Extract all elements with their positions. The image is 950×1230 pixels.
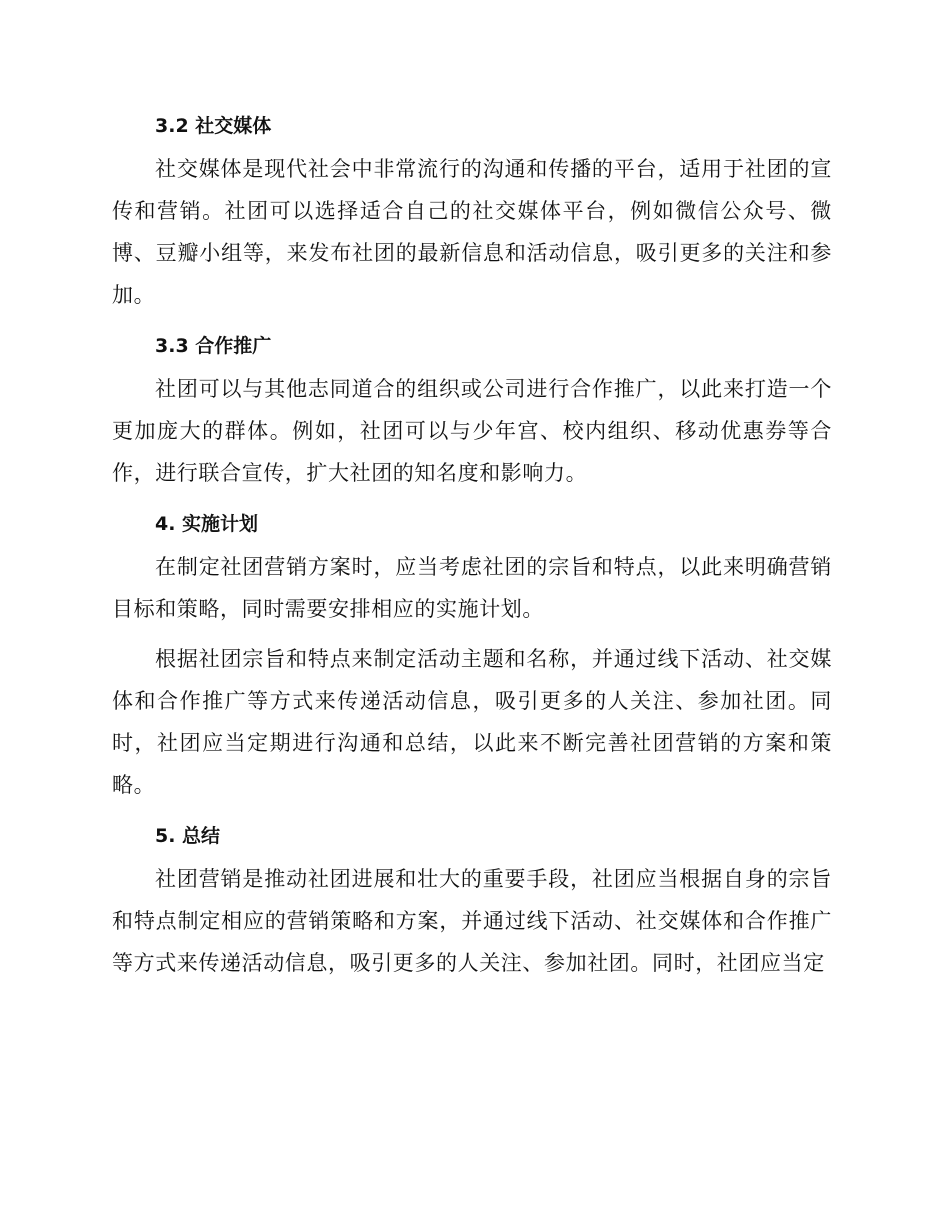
section-summary — [112, 814, 832, 984]
section-social-media — [112, 104, 832, 316]
paragraph: 社交媒体是现代社会中非常流行的沟通和传播的平台，适用于社团的宣传和营销。社团可以选择适合自己的社交媒体平台，例如微信公众号、微博、豆瓣小组等，来发布社团的最新信息和活动信息，吸引更多的关注和参加。 — [112, 157, 832, 307]
section-cooperation — [112, 324, 832, 494]
section-heading: 4. 实施计划 — [155, 513, 259, 535]
section-heading: 5. 总结 — [155, 825, 221, 847]
section-heading: 3.2 社交媒体 — [155, 115, 272, 137]
document-body — [112, 104, 832, 992]
paragraph: 根据社团宗旨和特点来制定活动主题和名称，并通过线下活动、社交媒体和合作推广等方式来传递活动信息，吸引更多的人关注、参加社团。同时，社团应当定期进行沟通和总结，以此来不断完善社团营销的方案和策略。 — [112, 647, 832, 797]
section-implementation-plan — [112, 502, 832, 806]
paragraph: 社团可以与其他志同道合的组织或公司进行合作推广，以此来打造一个更加庞大的群体。例如，社团可以与少年宫、校内组织、移动优惠券等合作，进行联合宣传，扩大社团的知名度和影响力。 — [112, 377, 832, 485]
section-heading: 3.3 合作推广 — [155, 335, 272, 357]
paragraph: 社团营销是推动社团进展和壮大的重要手段，社团应当根据自身的宗旨和特点制定相应的营销策略和方案，并通过线下活动、社交媒体和合作推广等方式来传递活动信息，吸引更多的人关注、参加社团。同时，社团应当定 — [112, 867, 832, 975]
paragraph: 在制定社团营销方案时，应当考虑社团的宗旨和特点，以此来明确营销目标和策略，同时需要安排相应的实施计划。 — [112, 555, 832, 621]
